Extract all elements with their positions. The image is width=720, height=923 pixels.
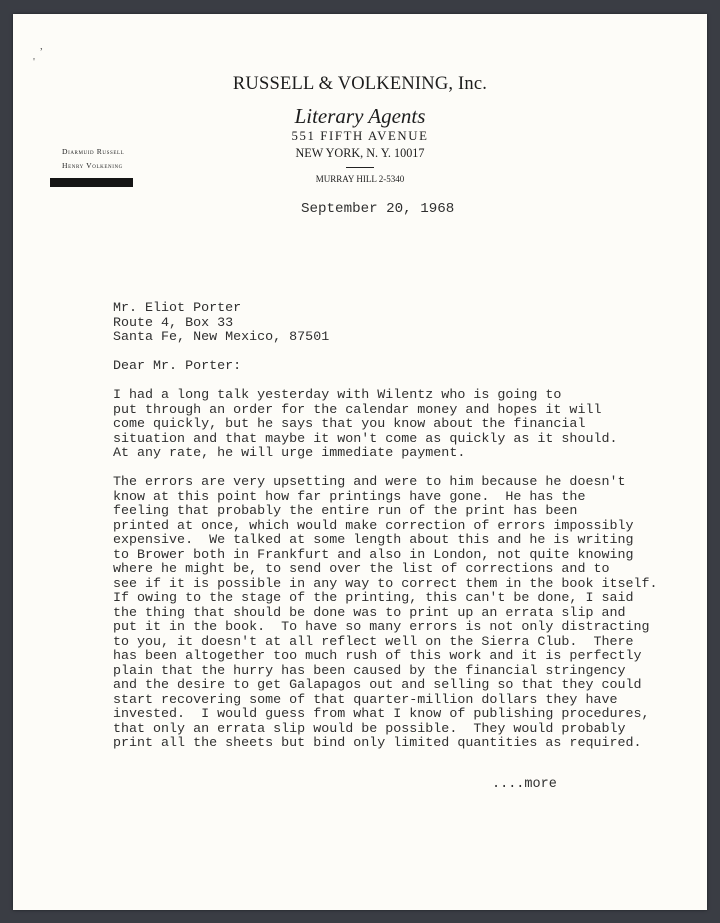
body-line: situation and that maybe it won't come as quickly as it should. [113,431,618,447]
body-line: to you, it doesn't at all reflect well on the Sierra Club. There [113,634,634,650]
body-line: and the desire to get Galapagos out and selling so that they could [113,678,642,693]
body-line: feeling that probably the entire run of the print has been [113,504,578,519]
body-line: know at this point how far printings have gone. He has the [113,489,586,505]
body-line: printed at once, which would make correction of errors impossibly [113,518,634,534]
body-line: has been altogether too much rush of this work and it is perfectly [113,649,642,664]
phone-number: MURRAY HILL 2-5340 [315,174,405,184]
firm-name: RUSSELL & VOLKENING, Inc. [232,74,488,94]
body-line: come quickly, but he says that you know about the financial [113,417,586,432]
body-line: I had a long talk yesterday with Wilentz who is going to [113,388,562,403]
address-street: 551 FIFTH AVENUE [291,129,429,143]
body-line: start recovering some of that quarter-million dollars they have [113,692,618,708]
redaction-bar [50,178,133,187]
body-line: invested. I would guess from what I know of publishing procedures, [113,707,650,722]
continuation-note: ....more [492,777,557,792]
letter-date: September 20, 1968 [301,201,455,217]
body-line: that only an errata slip would be possible. They would probably [113,721,626,737]
letterhead-divider [346,167,374,168]
body-line: see if it is possible in any way to correct them in the book itself. [113,576,658,592]
body-line: At any rate, he will urge immediate payment. [113,446,466,461]
body-line: where he might be, to send over the list of corrections and to [113,562,610,577]
body-line: The errors are very upsetting and were to him because he doesn't [113,475,626,490]
body-line: put it in the book. To have so many errors is not only distracting [113,620,650,635]
pencil-mark: ' [33,56,35,68]
body-line: to Brower both in Frankfurt and also in London, not quite knowing [113,547,634,563]
body-line: If owing to the stage of the printing, this can't be done, I said [113,591,634,606]
partner-name: Diarmuid Russell [62,147,125,156]
address-city: NEW YORK, N. Y. 10017 [295,146,425,160]
letter-body [113,302,693,752]
letter-page [13,14,707,910]
body-line: put through an order for the calendar money and hopes it will [113,402,602,418]
body-line: the thing that should be done was to print up an errata slip and [113,605,626,621]
pencil-mark: , [40,40,43,52]
body-line: print all the sheets but bind only limited quantities as required. [113,736,642,751]
body-line: plain that the hurry has been caused by the financial stringency [113,663,626,679]
salutation: Dear Mr. Porter: [113,359,242,374]
recipient-line: Mr. Eliot Porter [113,301,242,316]
body-line: expensive. We talked at some length about this and he is writing [113,533,634,548]
recipient-line: Santa Fe, New Mexico, 87501 [113,330,330,345]
recipient-line: Route 4, Box 33 [113,315,234,331]
firm-tagline: Literary Agents [294,104,426,128]
partner-name: Henry Volkening [62,161,123,170]
